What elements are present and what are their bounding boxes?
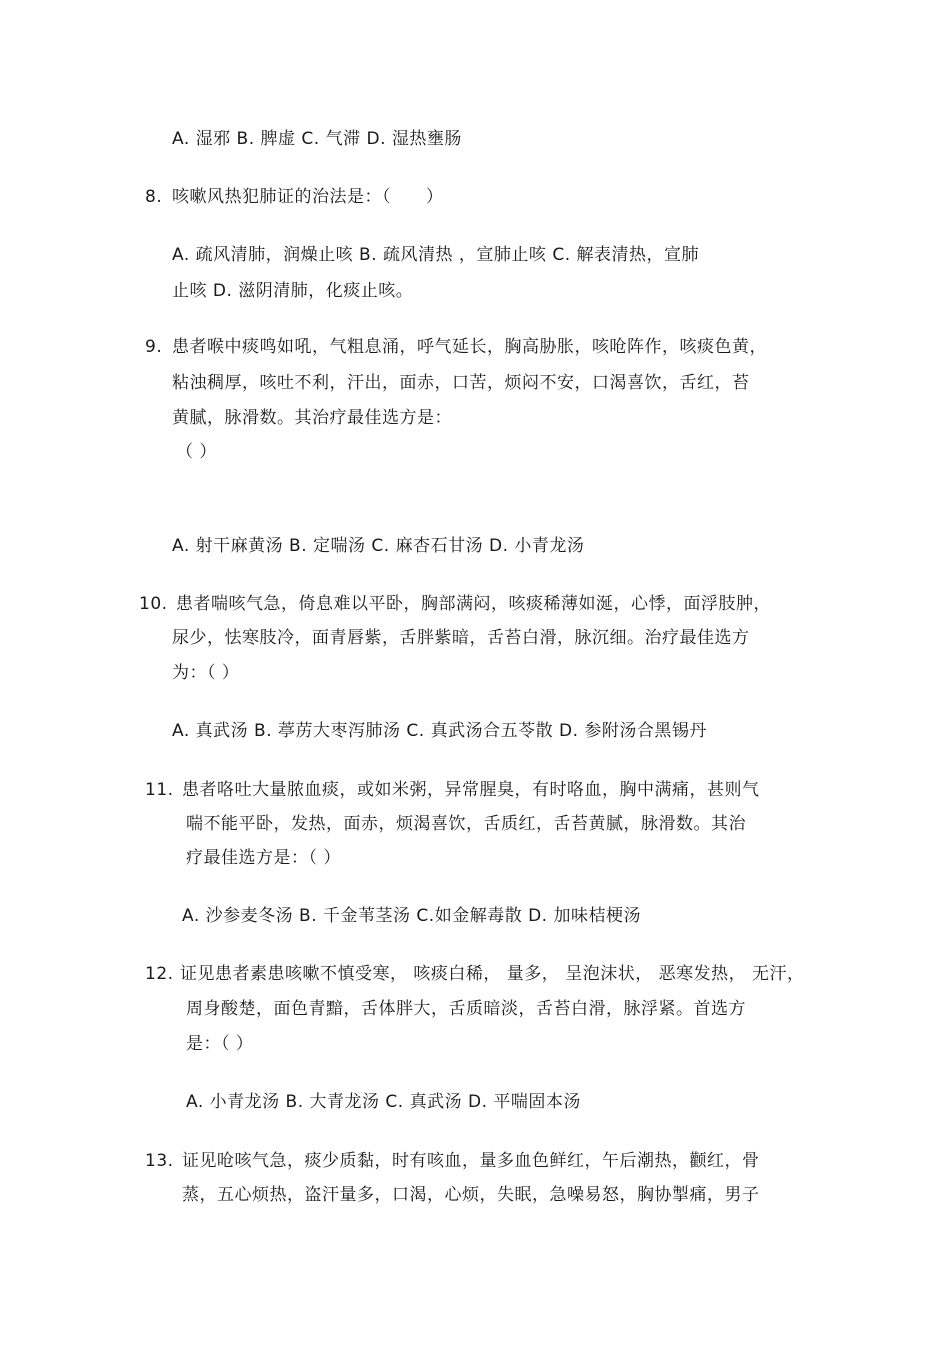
q12-options: A. 小青龙汤 B. 大青龙汤 C. 真武汤 D. 平喘固本汤	[186, 1092, 581, 1112]
q10-stem-line3: 为：（ ）	[172, 663, 240, 683]
q8-options-line2: 止咳 D. 滋阴清肺，化痰止咳。	[172, 281, 414, 301]
q11-number: 11.	[145, 780, 174, 800]
q9-options: A. 射干麻黄汤 B. 定喘汤 C. 麻杏石甘汤 D. 小青龙汤	[172, 536, 585, 556]
q8-options-line1: A. 疏风清肺，润燥止咳 B. 疏风清热 ，宣肺止咳 C. 解表清热，宣肺	[172, 245, 699, 265]
q12-stem-line2: 周身酸楚，面色青黯，舌体胖大，舌质暗淡，舌苔白滑，脉浮紧。首选方	[186, 999, 746, 1019]
q11-stem-line3: 疗最佳选方是：（ ）	[186, 848, 341, 868]
q9-stem-line3: 黄腻，脉滑数。其治疗最佳选方是：	[172, 408, 452, 428]
q10-options: A. 真武汤 B. 葶苈大枣泻肺汤 C. 真武汤合五苓散 D. 参附汤合黑锡丹	[172, 721, 707, 741]
q7-options: A. 湿邪 B. 脾虚 C. 气滞 D. 湿热壅肠	[172, 129, 462, 149]
q12-stem-line1: 证见患者素患咳嗽不慎受寒， 咳痰白稀， 量多， 呈泡沫状， 恶寒发热， 无汗，	[180, 964, 805, 984]
q12-number: 12.	[145, 964, 174, 984]
q10-stem-line1: 患者喘咳气急，倚息难以平卧，胸部满闷，咳痰稀薄如涎，心悸，面浮肢肿，	[176, 594, 771, 614]
q13-stem-line1: 证见呛咳气急，痰少质黏，时有咳血，量多血色鲜红，午后潮热，颧红，骨	[182, 1151, 760, 1171]
q13-stem-line2: 蒸，五心烦热，盗汗量多，口渴，心烦，失眠，急噪易怒，胸协掣痛，男子	[182, 1185, 760, 1205]
q10-number: 10.	[139, 594, 168, 614]
q9-answer-blank: （ ）	[176, 442, 217, 462]
q10-stem-line2: 尿少，怯寒肢冷，面青唇紫，舌胖紫暗，舌苔白滑，脉沉细。治疗最佳选方	[172, 628, 750, 648]
q8-stem: 咳嗽风热犯肺证的治法是：（ ）	[172, 187, 444, 207]
q9-number: 9.	[145, 337, 163, 357]
q9-stem-line2: 粘浊稠厚，咳吐不利，汗出，面赤，口苦，烦闷不安，口渴喜饮，舌红，苔	[172, 373, 750, 393]
q11-stem-line2: 喘不能平卧，发热，面赤，烦渴喜饮，舌质红，舌苔黄腻，脉滑数。其治	[186, 814, 746, 834]
q13-number: 13.	[145, 1151, 174, 1171]
q9-stem-line1: 患者喉中痰鸣如吼，气粗息涌，呼气延长，胸高胁胀，咳呛阵作，咳痰色黄，	[172, 337, 767, 357]
q8-number: 8.	[145, 187, 163, 207]
q11-options: A. 沙参麦冬汤 B. 千金苇茎汤 C.如金解毒散 D. 加味桔梗汤	[182, 906, 641, 926]
q11-stem-line1: 患者咯吐大量脓血痰，或如米粥，异常腥臭，有时咯血，胸中满痛，甚则气	[182, 780, 760, 800]
q12-stem-line3: 是：（ ）	[186, 1034, 254, 1054]
